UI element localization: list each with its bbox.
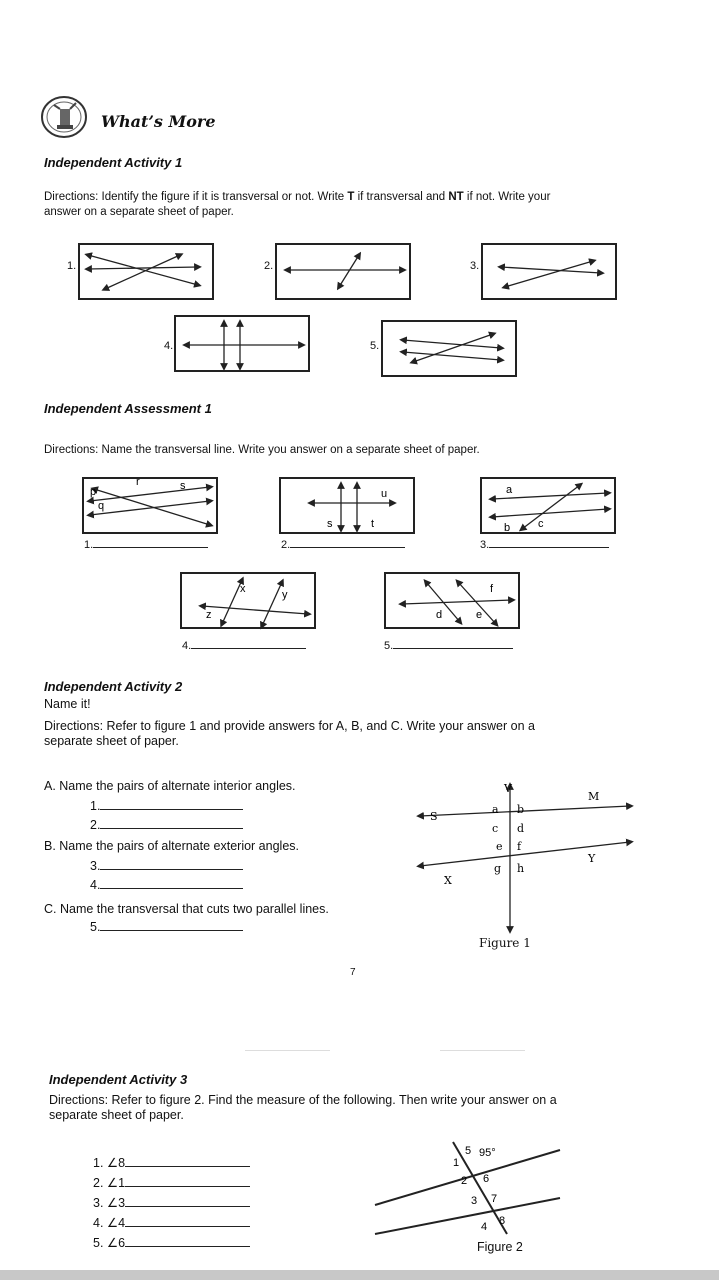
line-label: s	[180, 480, 186, 492]
angle-number: 1	[453, 1157, 460, 1169]
line-label: q	[98, 500, 105, 512]
activity1-figure-5	[381, 320, 517, 377]
line-label: x	[240, 583, 246, 595]
assessment1-figure-5-lines	[386, 574, 522, 631]
activity3-directions	[49, 1093, 699, 1123]
activity2-directions	[44, 719, 694, 749]
activity3-item	[93, 1176, 250, 1191]
angle-number: 7	[491, 1193, 498, 1205]
figure-label: f	[517, 840, 522, 853]
angle-number: 8	[499, 1215, 506, 1227]
figure-3-lines	[483, 245, 619, 302]
line-label: p	[90, 486, 97, 498]
activity3-directions-line2: separate sheet of paper.	[49, 1108, 184, 1122]
bottom-bar	[0, 1270, 719, 1280]
answer-number: 3.	[480, 539, 490, 551]
activity1-figure-2	[275, 243, 411, 300]
answer-number: 1.	[84, 539, 94, 551]
answer-blank[interactable]	[100, 930, 243, 931]
answer-blank[interactable]	[125, 1186, 250, 1187]
part-b-question: B. Name the pairs of alternate exterior angles.	[44, 839, 299, 853]
figure-label: V	[504, 782, 512, 795]
answer-number: 4.	[182, 640, 192, 652]
divider	[245, 1050, 330, 1051]
part-b-item	[90, 859, 243, 874]
divider	[440, 1050, 525, 1051]
activity1-directions	[44, 190, 684, 220]
answer-number: 2.	[281, 539, 291, 551]
figure-2-diagram	[365, 1140, 575, 1240]
activity1-figure-number: 2.	[264, 260, 274, 272]
line-label: z	[206, 609, 212, 621]
assessment1-figure-1-lines	[84, 476, 220, 536]
item-label: 1. ∠8	[93, 1156, 126, 1170]
activity1-figure-3	[481, 243, 617, 300]
line-label: b	[504, 522, 511, 534]
answer-blank[interactable]	[125, 1226, 250, 1227]
assessment1-figure-2	[279, 477, 415, 534]
figure-1-diagram	[410, 780, 640, 940]
activity2-heading: Independent Activity 2	[44, 679, 183, 694]
item-number: 1.	[90, 799, 101, 813]
answer-number: 5.	[384, 640, 394, 652]
assessment1-answer-5	[384, 640, 513, 652]
activity1-figure-number: 1.	[67, 260, 77, 272]
assessment1-figure-2-lines	[281, 479, 417, 536]
figure-label: c	[492, 822, 499, 835]
activity3-heading: Independent Activity 3	[49, 1072, 188, 1087]
figure-2-caption: Figure 2	[477, 1240, 523, 1254]
figure-label: g	[494, 862, 502, 875]
section-title: What’s More	[101, 112, 216, 131]
answer-blank[interactable]	[191, 648, 306, 649]
angle-number: 5	[465, 1145, 472, 1157]
activity1-heading: Independent Activity 1	[44, 155, 183, 170]
activity1-figure-4	[174, 315, 310, 372]
figure-5-lines	[383, 322, 519, 379]
answer-blank[interactable]	[290, 547, 405, 548]
item-number: 3.	[90, 859, 101, 873]
line-label: y	[282, 589, 288, 601]
figure-label: h	[517, 862, 525, 875]
activity3-directions-line1: Directions: Refer to figure 2. Find the measure of the following. Then write your answer on a	[49, 1093, 557, 1107]
figure-4-lines	[176, 317, 312, 374]
item-label: 4. ∠4	[93, 1216, 126, 1230]
assessment1-answer-4	[182, 640, 306, 652]
activity2-directions-line1: Directions: Refer to figure 1 and provide answers for A, B, and C. Write your answer on a	[44, 719, 535, 733]
line-label: s	[327, 518, 333, 530]
answer-blank[interactable]	[393, 648, 513, 649]
page-number: 7	[350, 967, 356, 978]
assessment1-figure-3-lines	[482, 479, 618, 536]
lightbulb-gear-icon	[40, 95, 92, 139]
answer-blank[interactable]	[125, 1166, 250, 1167]
assessment1-directions: Directions: Name the transversal line. Write you answer on a separate sheet of paper.	[44, 444, 480, 456]
figure-1-caption: Figure 1	[479, 936, 531, 950]
item-label: 5. ∠6	[93, 1236, 126, 1250]
figure-label: S	[430, 810, 438, 823]
item-number: 4.	[90, 878, 101, 892]
activity1-directions-part-a: Directions: Identify the figure if it is transversal or not. Write	[44, 191, 348, 203]
part-a-question: A. Name the pairs of alternate interior angles.	[44, 779, 296, 793]
line-label: u	[381, 488, 388, 500]
activity3-item	[93, 1196, 250, 1211]
activity1-directions-t: T	[347, 191, 355, 203]
activity3-item	[93, 1236, 250, 1251]
activity3-item	[93, 1216, 250, 1231]
line-label: r	[136, 476, 140, 488]
activity2-subheading: Name it!	[44, 697, 91, 711]
angle-number: 2	[461, 1175, 468, 1187]
part-c-question: C. Name the transversal that cuts two parallel lines.	[44, 902, 329, 916]
activity1-figure-number: 5.	[370, 340, 380, 352]
answer-blank[interactable]	[100, 888, 243, 889]
answer-blank[interactable]	[100, 809, 243, 810]
line-label: e	[476, 609, 483, 621]
item-number: 5.	[90, 920, 101, 934]
angle-measure: 95°	[479, 1147, 496, 1159]
assessment1-answer-3	[480, 539, 609, 551]
line-label: d	[436, 609, 443, 621]
answer-blank[interactable]	[489, 547, 609, 548]
activity1-directions-nt: NT	[448, 191, 464, 203]
figure-label: Y	[588, 852, 596, 865]
figure-label: M	[588, 790, 600, 803]
angle-number: 3	[471, 1195, 478, 1207]
item-number: 2.	[90, 818, 101, 832]
activity1-directions-part-b: if transversal and	[354, 191, 449, 203]
assessment1-figure-4-lines	[182, 574, 318, 631]
figure-label: X	[444, 874, 452, 887]
activity3-item	[93, 1156, 250, 1171]
answer-blank[interactable]	[100, 869, 243, 870]
assessment1-heading: Independent Assessment 1	[44, 401, 212, 416]
assessment1-answer-2	[281, 539, 405, 551]
assessment1-figure-5	[384, 572, 520, 629]
part-b-item	[90, 878, 243, 893]
line-label: f	[490, 583, 494, 595]
figure-2-lines	[277, 245, 413, 302]
figure-label: e	[496, 840, 503, 853]
angle-number: 4	[481, 1221, 488, 1233]
activity1-directions-line2: answer on a separate sheet of paper.	[44, 206, 234, 218]
activity2-directions-line2: separate sheet of paper.	[44, 734, 179, 748]
assessment1-answer-1	[84, 539, 208, 551]
part-c-item	[90, 920, 243, 935]
part-a-item	[90, 799, 243, 814]
activity1-figure-number: 4.	[164, 340, 174, 352]
assessment1-figure-1	[82, 477, 218, 534]
figure-1-lines	[80, 245, 216, 302]
answer-blank[interactable]	[125, 1246, 250, 1247]
figure-label: a	[492, 803, 499, 816]
figure-label: b	[517, 803, 525, 816]
activity1-figure-number: 3.	[470, 260, 480, 272]
item-label: 3. ∠3	[93, 1196, 126, 1210]
line-label: a	[506, 484, 513, 496]
answer-blank[interactable]	[100, 828, 243, 829]
line-label: t	[371, 518, 375, 530]
assessment1-figure-4	[180, 572, 316, 629]
activity1-figure-1	[78, 243, 214, 300]
part-a-item	[90, 818, 243, 833]
assessment1-figure-3	[480, 477, 616, 534]
answer-blank[interactable]	[93, 547, 208, 548]
angle-number: 6	[483, 1173, 490, 1185]
item-label: 2. ∠1	[93, 1176, 126, 1190]
activity1-directions-part-c: if not. Write your	[463, 191, 551, 203]
figure-label: d	[517, 822, 525, 835]
answer-blank[interactable]	[125, 1206, 250, 1207]
line-label: c	[538, 518, 544, 530]
